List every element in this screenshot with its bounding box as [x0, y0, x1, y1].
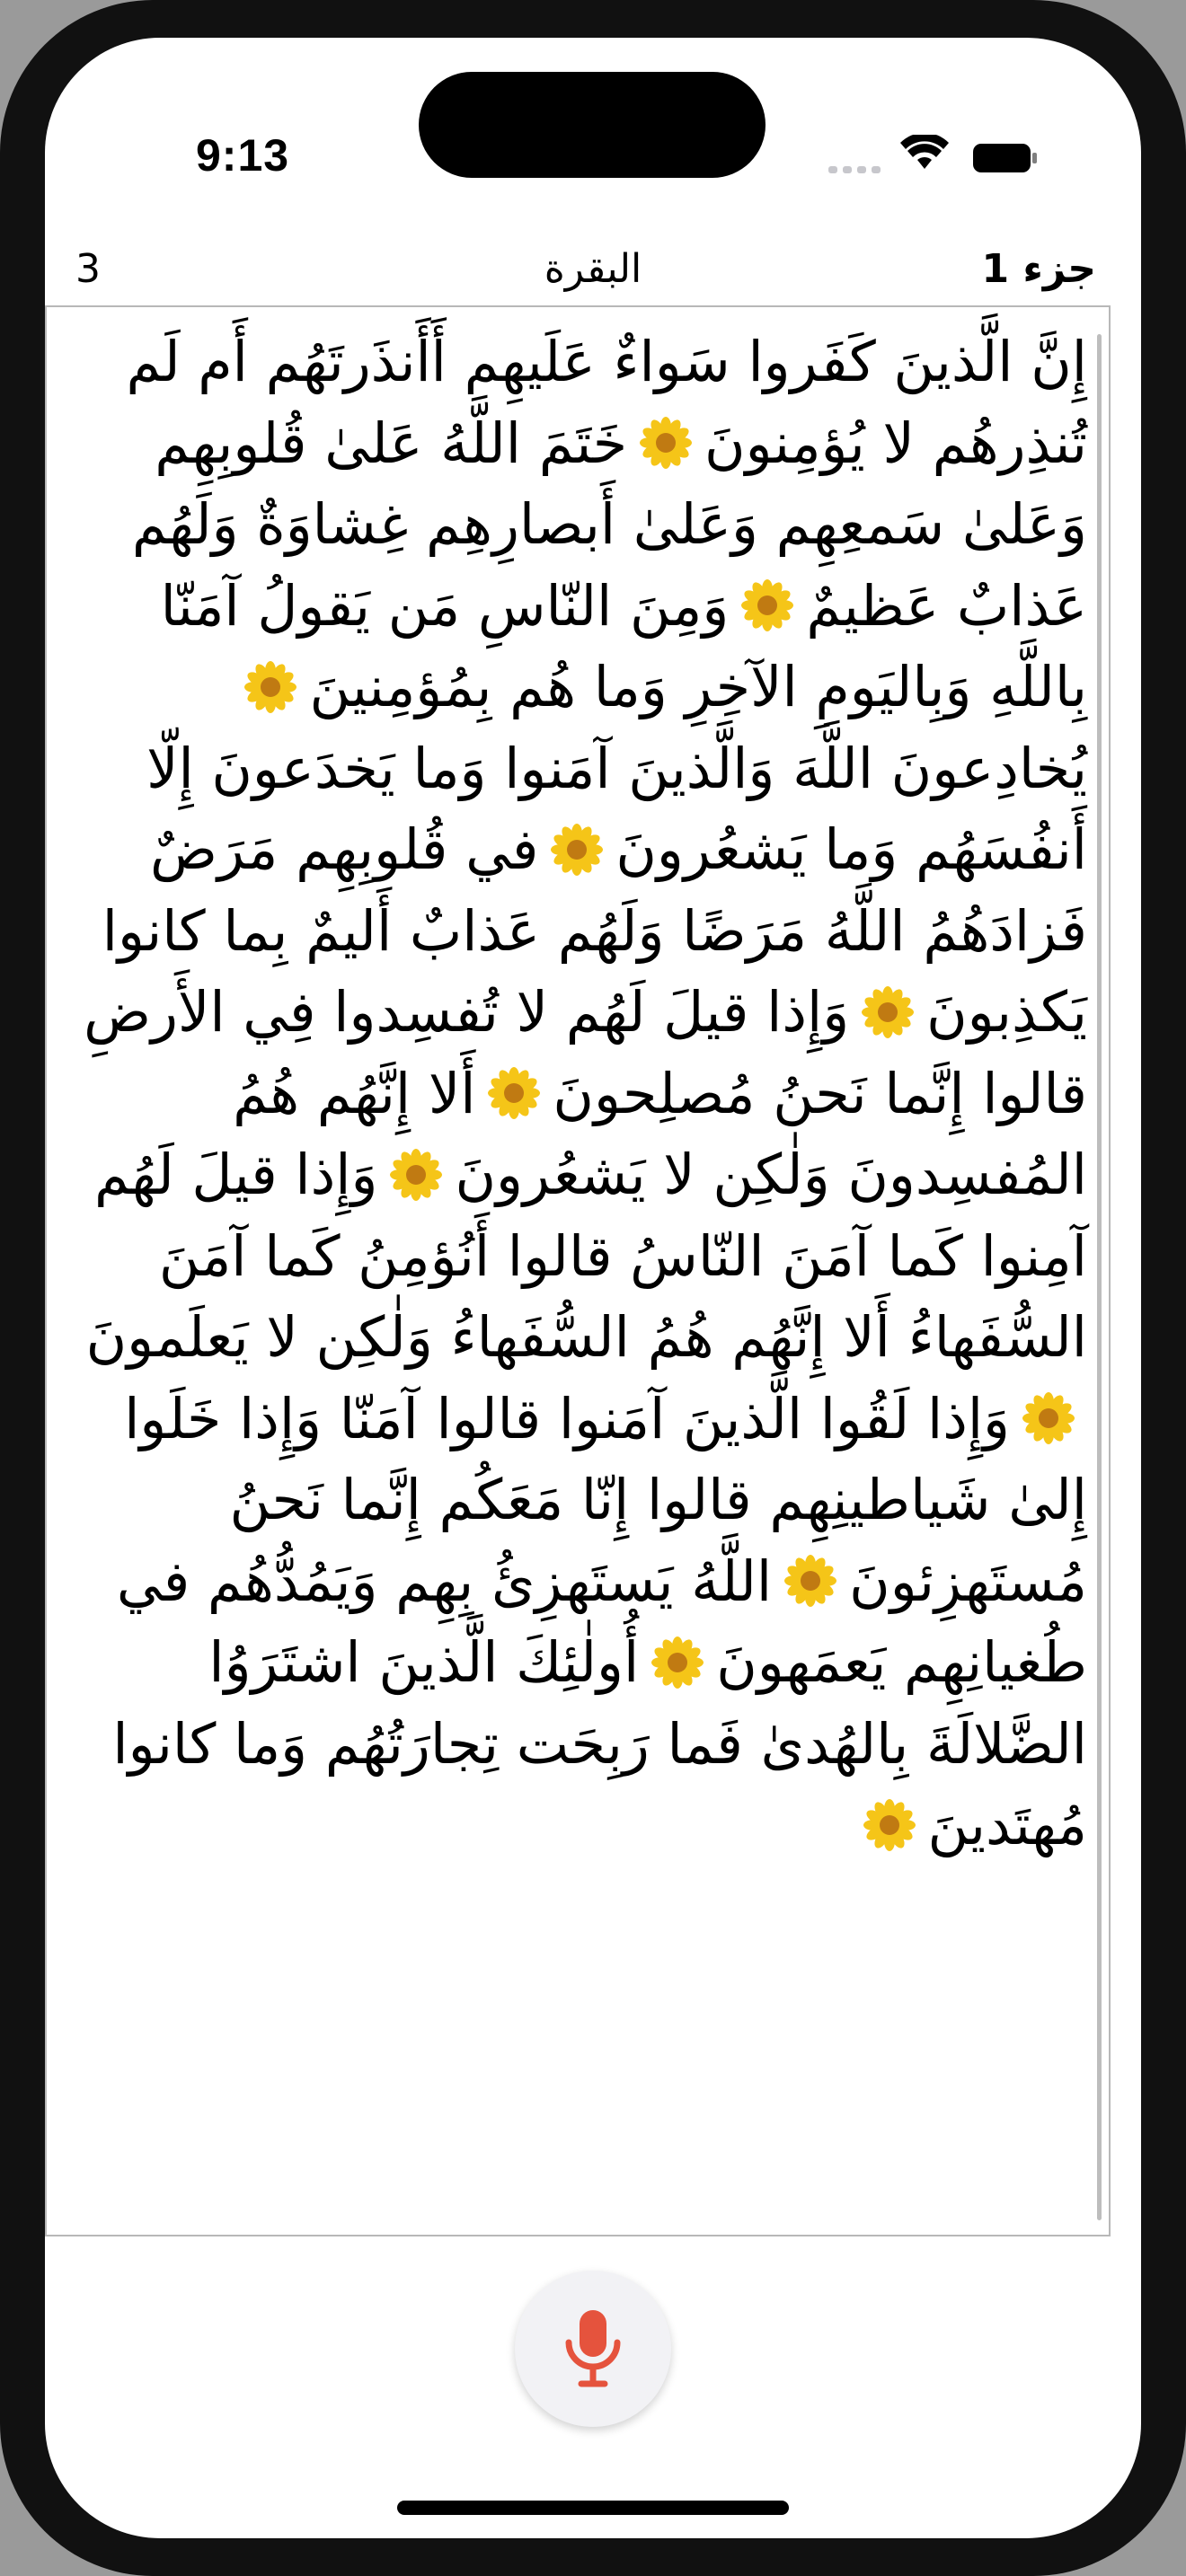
home-indicator — [397, 2501, 789, 2515]
wifi-icon — [900, 135, 949, 171]
verse: أَلا إِنَّهُم هُمُ المُفسِدونَ وَلٰكِن لا يَشعُرونَ — [233, 1060, 1087, 1207]
verse: يُخادِعونَ اللَّهَ وَالَّذينَ آمَنوا وَما يَخدَعونَ إِلّا أَنفُسَهُم وَما يَشعُرونَ — [146, 735, 1087, 882]
sunflower-icon — [640, 417, 692, 469]
sunflower-icon — [862, 986, 914, 1038]
microphone-button[interactable] — [515, 2271, 671, 2427]
sunflower-icon — [244, 661, 296, 713]
page-number: 3 — [75, 246, 101, 292]
status-time: 9:13 — [196, 130, 290, 181]
sunflower-icon — [741, 579, 793, 631]
battery-icon — [972, 142, 1039, 174]
microphone-icon — [560, 2307, 626, 2391]
sunflower-icon — [551, 824, 603, 876]
verse: وَإِذا قيلَ لَهُم لا تُفسِدوا فِي الأَرضِ قالوا إِنَّما نَحنُ مُصلِحونَ — [84, 979, 1087, 1126]
dynamic-island — [419, 72, 766, 178]
verse: وَمِنَ النّاسِ مَن يَقولُ آمَنّا بِاللَّهِ وَبِاليَومِ الآخِرِ وَما هُم بِمُؤمِنينَ — [160, 572, 1087, 719]
juz-label: جزء 1 — [981, 246, 1096, 292]
verse: في قُلوبِهِم مَرَضٌ فَزادَهُمُ اللَّهُ مَرَضًا وَلَهُم عَذابٌ أَليمٌ بِما كانوا يَكذِبونَ — [102, 816, 1087, 1045]
verse: اللَّهُ يَستَهزِئُ بِهِم وَيَمُدُّهُم في طُغيانِهِم يَعمَهونَ — [116, 1548, 1087, 1695]
verse: إِنَّ الَّذينَ كَفَروا سَواءٌ عَلَيهِم أَأَنذَرتَهُم أَم لَم تُنذِرهُم لا يُؤمِنونَ — [126, 329, 1087, 476]
verse: وَإِذا لَقُوا الَّذينَ آمَنوا قالوا آمَنّا وَإِذا خَلَوا إِلىٰ شَياطينِهِم قالوا إِنّا مَعَكُم إِنَّما نَحنُ مُستَهزِئونَ — [124, 1385, 1087, 1614]
surah-title: البقرة — [544, 246, 642, 292]
quran-text-view[interactable] — [45, 305, 1111, 2236]
sunflower-icon — [488, 1067, 540, 1119]
sunflower-icon — [784, 1555, 836, 1607]
verse: خَتَمَ اللَّهُ عَلىٰ قُلوبِهِم وَعَلىٰ سَمعِهِم وَعَلىٰ أَبصارِهِم غِشاوَةٌ وَلَهُم عَذابٌ عَظيمٌ — [131, 410, 1087, 639]
sunflower-icon — [390, 1149, 442, 1201]
screen — [45, 38, 1141, 2538]
sunflower-icon — [1022, 1392, 1075, 1444]
verse: وَإِذا قيلَ لَهُم آمِنوا كَما آمَنَ النّاسُ قالوا أَنُؤمِنُ كَما آمَنَ السُّفَهاءُ أَلا إِنَّهُم هُمُ السُّفَهاءُ وَلٰكِن لا يَعلَمونَ — [85, 1142, 1087, 1370]
sunflower-icon — [651, 1636, 704, 1689]
cellular-signal-icon — [828, 163, 882, 173]
sunflower-icon — [863, 1799, 916, 1851]
scrollbar[interactable] — [1097, 334, 1102, 2220]
verse: أُولٰئِكَ الَّذينَ اشتَرَوُا الضَّلالَةَ بِالهُدىٰ فَما رَبِحَت تِجارَتُهُم وَما كانوا مُهتَدينَ — [112, 1629, 1087, 1857]
verse-text — [68, 322, 1087, 1866]
